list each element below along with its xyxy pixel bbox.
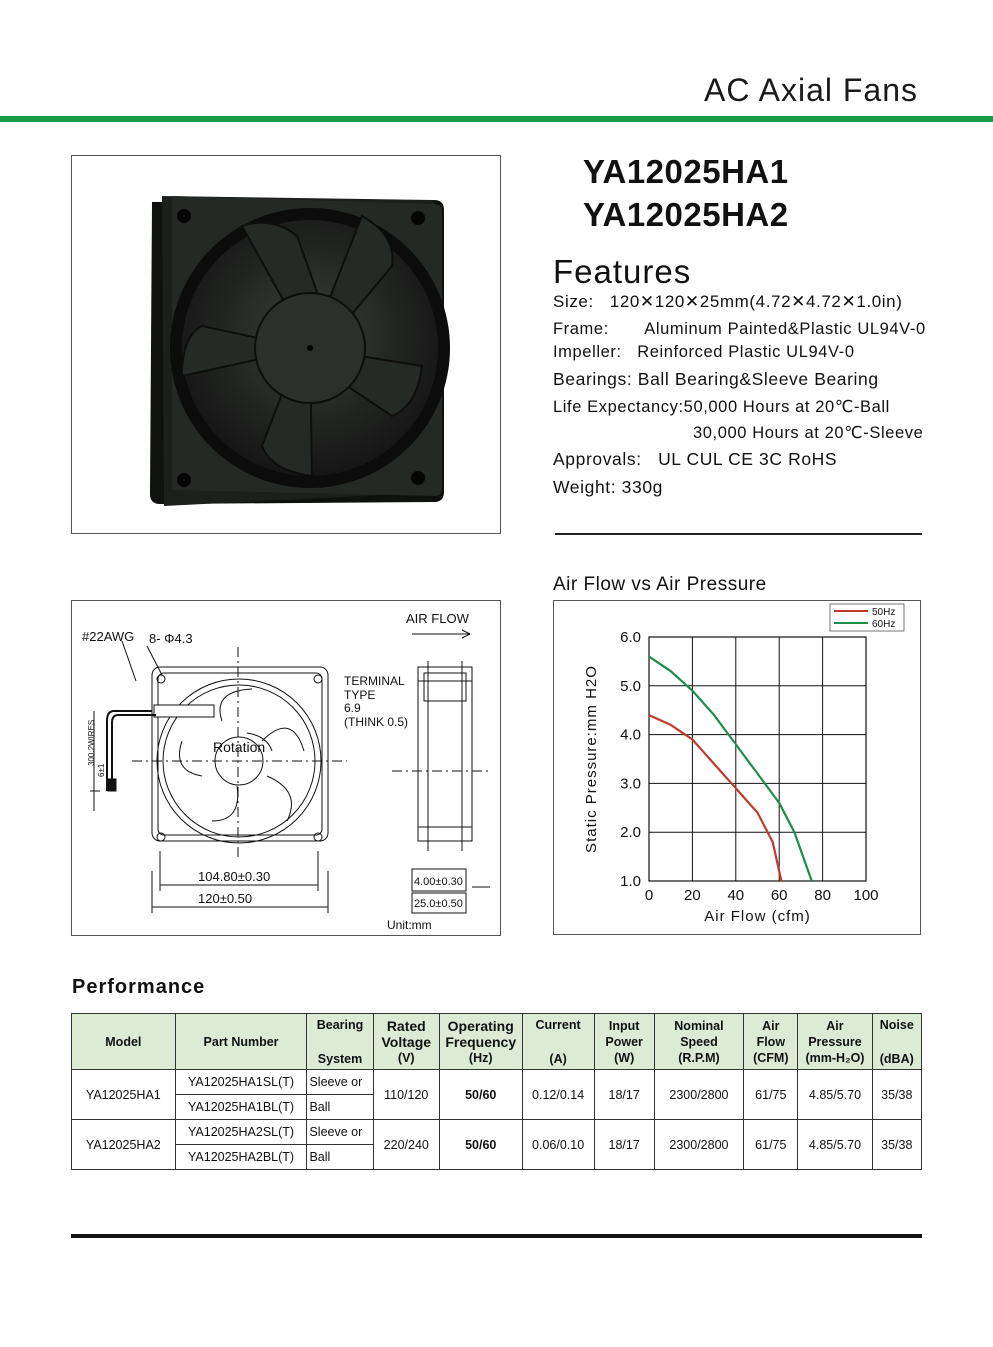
y-tick-label: 6.0 [620, 629, 641, 646]
dim-hole-spacing: 104.80±0.30 [198, 869, 271, 884]
cell-voltage: 110/120 [373, 1070, 439, 1120]
col-power-l2: Power [605, 1034, 643, 1049]
col-speed-l1: Nominal [674, 1018, 724, 1033]
chart-title: Air Flow vs Air Pressure [553, 574, 767, 595]
model-name-2: YA12025HA2 [583, 196, 789, 233]
air-flow-label: AIR FLOW [406, 611, 469, 626]
dim-depth: 25.0±0.50 [414, 898, 463, 910]
x-tick-label: 0 [644, 887, 654, 904]
col-bearing-l1: Bearing [316, 1017, 364, 1032]
wire-length-label: 300.2WIRES [87, 719, 96, 766]
x-tick-label: 60 [770, 887, 788, 904]
dim-flange: 4.00±0.30 [414, 876, 463, 888]
col-speed-l3: (R.P.M) [678, 1050, 720, 1065]
col-pressure [798, 1014, 872, 1070]
header-rule [0, 116, 993, 122]
feature-frame: Frame: Aluminum Painted&Plastic UL94V-0 [553, 320, 926, 338]
model-name-1: YA12025HA1 [583, 153, 789, 190]
cell-speed: 2300/2800 [654, 1120, 744, 1170]
col-speed-l2: Speed [680, 1034, 718, 1049]
terminal-line-1: TERMINAL [344, 674, 405, 688]
cell-speed: 2300/2800 [654, 1070, 744, 1120]
table-row [72, 1070, 922, 1095]
col-voltage-l3: (V) [397, 1050, 415, 1065]
col-flow-l1: Air [762, 1018, 780, 1033]
y-tick-label: 3.0 [620, 775, 641, 793]
col-power-l1: Input [608, 1018, 640, 1033]
cell-part: YA12025HA2SL(T) [175, 1120, 307, 1145]
chart-canvas [554, 601, 920, 934]
plot-frame [649, 637, 866, 881]
col-voltage-l1: Rated [386, 1017, 426, 1034]
col-noise-l1: Noise [879, 1017, 914, 1032]
cell-flow: 61/75 [744, 1070, 798, 1120]
table-header-row [72, 1014, 922, 1070]
mount-holes-label: 8- Φ4.3 [149, 631, 193, 646]
col-part-number: Part Number [175, 1014, 307, 1070]
cell-current: 0.12/0.14 [522, 1070, 594, 1120]
feature-life-ball: Life Expectancy:50,000 Hours at 20℃-Ball [553, 398, 890, 416]
cell-current: 0.06/0.10 [522, 1120, 594, 1170]
col-voltage [373, 1014, 439, 1070]
y-tick-label: 2.0 [620, 824, 641, 842]
x-tick-label: 80 [814, 887, 831, 904]
x-tick-label: 40 [727, 887, 745, 904]
y-axis-label: Static Pressure:mm H2O [583, 665, 600, 853]
terminal-line-2: TYPE [344, 688, 376, 702]
col-noise-l2: (dBA) [879, 1051, 914, 1066]
col-frequency-l2: Frequency [445, 1033, 517, 1050]
col-flow [744, 1014, 798, 1070]
x-tick-label: 100 [853, 887, 879, 904]
col-model: Model [72, 1014, 176, 1070]
bottom-rule [71, 1234, 922, 1238]
features-rule [555, 533, 922, 535]
cell-flow: 61/75 [744, 1120, 798, 1170]
performance-table [71, 1013, 922, 1170]
cell-frequency: 50/60 [439, 1120, 522, 1170]
y-tick-label: 1.0 [620, 873, 641, 890]
col-frequency [439, 1014, 522, 1070]
feature-life-sleeve: 30,000 Hours at 20℃-Sleeve [693, 424, 924, 442]
dim-width: 120±0.50 [198, 891, 253, 906]
col-current [522, 1014, 594, 1070]
col-frequency-l1: Operating [447, 1017, 514, 1034]
cell-frequency: 50/60 [439, 1070, 522, 1120]
cell-part: YA12025HA1SL(T) [175, 1070, 307, 1095]
feature-size: Size: 120✕120✕25mm(4.72✕4.72✕1.0in) [553, 292, 903, 311]
col-flow-l3: (CFM) [753, 1050, 789, 1065]
airflow-chart [553, 600, 921, 935]
cell-model: YA12025HA2 [72, 1120, 176, 1170]
cell-noise: 35/38 [872, 1070, 921, 1120]
col-power-l3: (W) [614, 1050, 635, 1065]
feature-weight: Weight: 330g [553, 477, 664, 497]
cell-pressure: 4.85/5.70 [798, 1070, 872, 1120]
feature-impeller: Impeller: Reinforced Plastic UL94V-0 [553, 343, 855, 361]
product-photo [71, 155, 501, 534]
feature-bearings: Bearings: Ball Bearing&Sleeve Bearing [553, 369, 879, 389]
rotation-label: Rotation [213, 739, 266, 755]
terminal-line-3: 6.9 [344, 701, 361, 715]
wire-tol-label: 6±1 [97, 763, 106, 777]
col-power [594, 1014, 654, 1070]
cell-bearing: Sleeve or [307, 1070, 373, 1095]
col-flow-l2: Flow [756, 1034, 786, 1049]
y-tick-label: 5.0 [620, 677, 641, 695]
fan-image [72, 156, 500, 533]
feature-approvals: Approvals: UL CUL CE 3C RoHS [553, 449, 838, 469]
col-pressure-l1: Air [826, 1018, 844, 1033]
cell-noise: 35/38 [872, 1120, 921, 1170]
col-pressure-l3: (mm-H₂O) [805, 1050, 865, 1065]
series-line-60Hz [649, 657, 812, 881]
y-tick-label: 4.0 [620, 726, 641, 744]
cell-part: YA12025HA2BL(T) [175, 1145, 307, 1170]
legend-label-50Hz: 50Hz [872, 607, 896, 618]
cell-power: 18/17 [594, 1120, 654, 1170]
cell-bearing: Ball [307, 1095, 373, 1120]
cell-bearing: Ball [307, 1145, 373, 1170]
wire-gauge-label: #22AWG [82, 629, 135, 644]
cell-pressure: 4.85/5.70 [798, 1120, 872, 1170]
cell-power: 18/17 [594, 1070, 654, 1120]
performance-heading: Performance [72, 976, 206, 998]
col-bearing-l2: System [317, 1051, 363, 1066]
table-row [72, 1120, 922, 1145]
series-line-50Hz [649, 715, 781, 881]
col-bearing [307, 1014, 373, 1070]
page-title: AC Axial Fans [704, 72, 918, 108]
unit-label: Unit:mm [387, 918, 432, 932]
cell-bearing: Sleeve or [307, 1120, 373, 1145]
col-speed [654, 1014, 744, 1070]
cell-voltage: 220/240 [373, 1120, 439, 1170]
col-current-l2: (A) [549, 1051, 567, 1066]
legend-label-60Hz: 60Hz [872, 619, 896, 630]
col-noise [872, 1014, 921, 1070]
col-frequency-l3: (Hz) [468, 1050, 493, 1065]
col-current-l1: Current [535, 1017, 581, 1032]
col-voltage-l2: Voltage [381, 1033, 432, 1050]
col-pressure-l2: Pressure [808, 1034, 862, 1049]
cell-part: YA12025HA1BL(T) [175, 1095, 307, 1120]
x-tick-label: 20 [684, 887, 701, 904]
cell-model: YA12025HA1 [72, 1070, 176, 1120]
dimension-drawing [71, 600, 501, 936]
terminal-line-4: (THINK 0.5) [344, 715, 409, 729]
features-heading: Features [553, 253, 692, 290]
x-axis-label: Air Flow (cfm) [704, 908, 811, 925]
